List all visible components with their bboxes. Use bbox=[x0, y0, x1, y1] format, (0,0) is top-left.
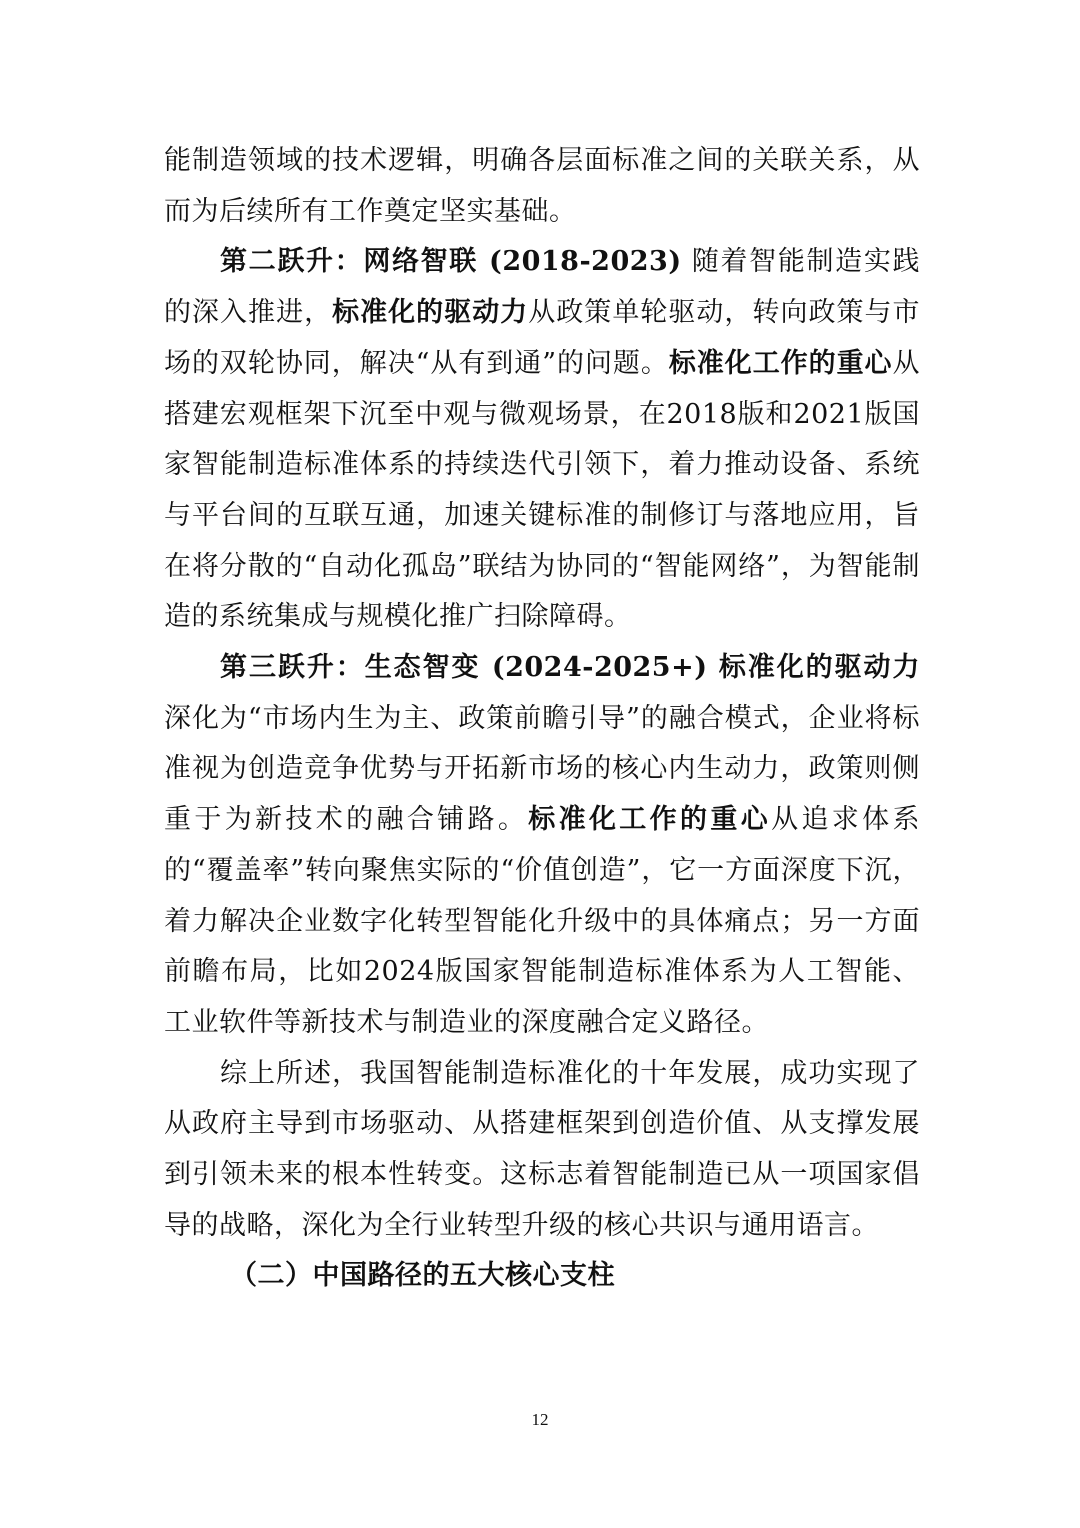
bold-term: 标准化的驱动力 bbox=[707, 652, 920, 684]
bold-term: 标准化工作的重心 bbox=[528, 804, 772, 836]
bold-term: 标准化的驱动力 bbox=[332, 297, 529, 329]
leap-heading: 第二跃升：网络智联 (2018-2023) bbox=[220, 246, 682, 278]
paragraph-third-leap bbox=[164, 643, 920, 1049]
paragraph-text: 综上所述，我国智能制造标准化的十年发展，成功实现了从政府主导到市场驱动、从搭建框架到创造价值、从支撑发展到引领未来的根本性转变。这标志着智能制造已从一项国家倡导的战略，深化为全行业转型升级的核心共识与通用语言。 bbox=[164, 1057, 920, 1241]
paragraph-text: 能制造领域的技术逻辑，明确各层面标准之间的关联关系，从而为后续所有工作奠定坚实基础。 bbox=[164, 145, 920, 227]
paragraph-continued bbox=[164, 136, 920, 237]
paragraph-text: 深化为“市场内生为主、政策前瞻引导”的融合模式，企业将标准视为创造竞争优势与开拓新市场的核心内生动力，政策则侧重于为新技术的融合铺路。 bbox=[164, 702, 920, 836]
paragraph-text: 从政策单轮驱动，转向政策与市场的双轮协同，解决“从有到通”的问题。 bbox=[164, 297, 921, 379]
document-body bbox=[164, 136, 920, 1302]
bold-term: 标准化工作的重心 bbox=[668, 347, 893, 379]
paragraph-text: 从追求体系的“覆盖率”转向聚焦实际的“价值创造”，它一方面深度下沉，着力解决企业数字化转型智能化升级中的具体痛点；另一方面前瞻布局，比如2024版国家智能制造标准体系为人工智能、工业软件等新技术与制造业的深度融合定义路径。 bbox=[164, 804, 921, 1038]
paragraph-text: 从搭建宏观框架下沉至中观与微观场景，在2018版和2021版国家智能制造标准体系的持续迭代引领下，着力推动设备、系统与平台间的互联互通，加速关键标准的制修订与落地应用，旨在将分散的“自动化孤岛”联结为协同的“智能网络”，为智能制造的系统集成与规模化推广扫除障碍。 bbox=[164, 347, 920, 633]
section-heading: （二）中国路径的五大核心支柱 bbox=[230, 1260, 615, 1292]
paragraph-summary bbox=[164, 1049, 920, 1252]
paragraph-text: 随着智能制造实践的深入推进， bbox=[164, 246, 920, 329]
paragraph-second-leap bbox=[164, 237, 920, 643]
page-number: 12 bbox=[531, 1410, 549, 1429]
leap-heading: 第三跃升：生态智变 (2024-2025+) bbox=[220, 652, 708, 684]
